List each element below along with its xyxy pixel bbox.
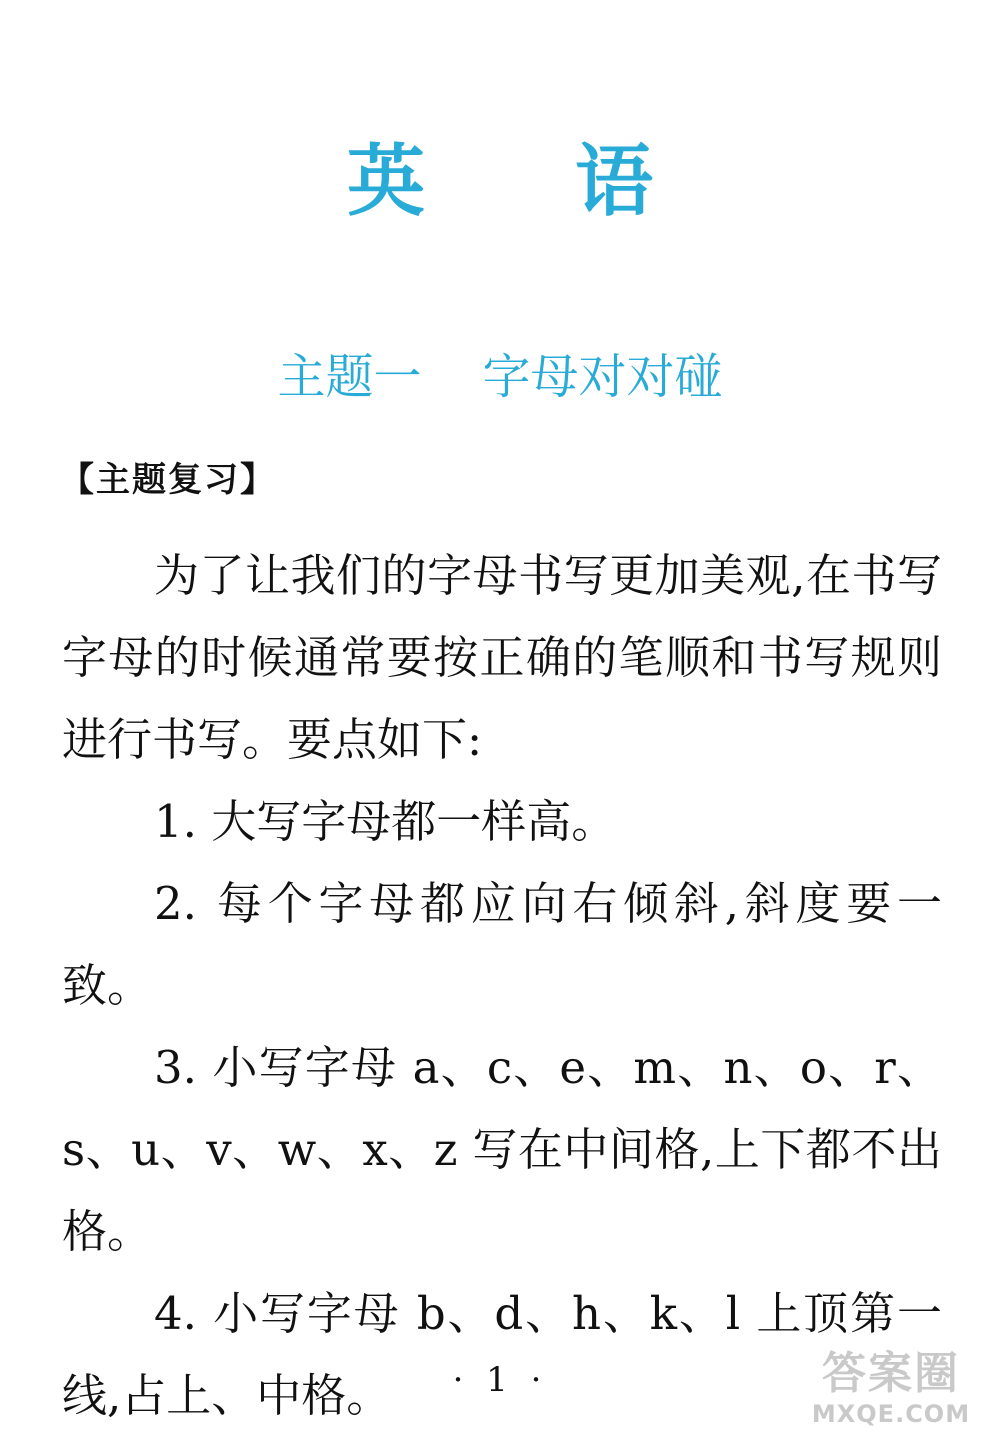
watermark-main-text: 答案圈: [822, 1348, 960, 1399]
page-number: · 1 ·: [452, 1360, 548, 1400]
section-label: 【主题复习】: [60, 460, 276, 500]
rule-item-2: 2. 每个字母都应向右倾斜,斜度要一致。: [62, 877, 942, 1012]
watermark-url-text: MXQE.COM: [811, 1400, 971, 1428]
watermark-logo: [796, 1348, 986, 1428]
intro-paragraph: 为了让我们的字母书写更加美观,在书写字母的时候通常要按正确的笔顺和书写规则进行书写。要点如下:: [62, 549, 942, 766]
topic-subtitle: 主题一 字母对对碰: [277, 349, 723, 405]
page-title: 英语: [346, 137, 803, 227]
rule-item-1: 1. 大写字母都一样高。: [154, 795, 617, 848]
rule-item-3: 3. 小写字母 a、c、e、m、n、o、r、s、u、v、w、x、z 写在中间格,上下都不出格。: [62, 1041, 942, 1258]
body-text: [62, 535, 942, 1437]
rule-item-4: 4. 小写字母 b、d、h、k、l 上顶第一线,占上、中格。: [62, 1287, 942, 1422]
